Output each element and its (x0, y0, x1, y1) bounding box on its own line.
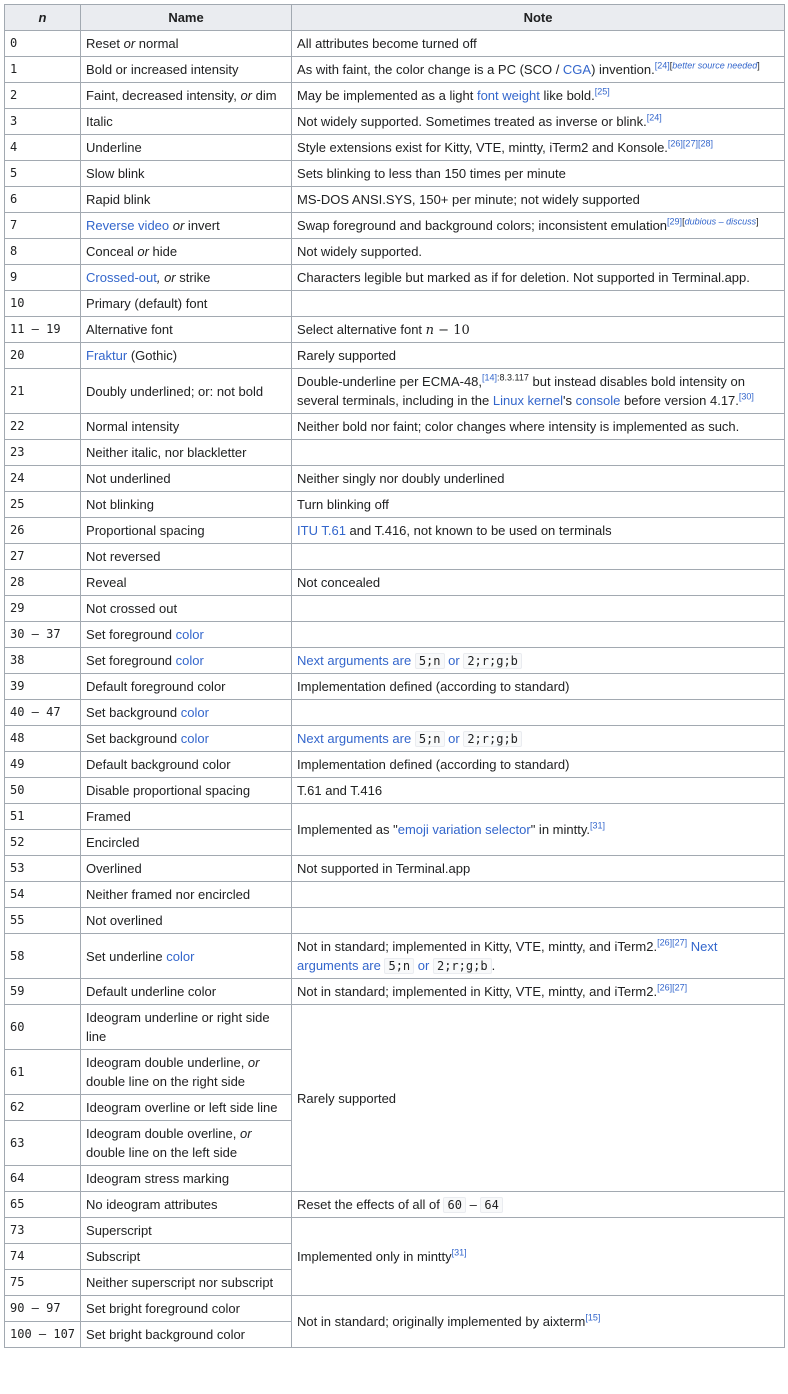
reference-link[interactable]: [14] (482, 372, 498, 383)
table-row (5, 492, 785, 518)
bracket: [ (669, 60, 673, 71)
table-row (5, 1296, 785, 1322)
note-text: Implemented as " (297, 822, 398, 837)
name-or: or (169, 218, 185, 233)
itu-t61-link[interactable]: ITU T.61 (297, 523, 346, 538)
color-link[interactable]: color (175, 627, 204, 642)
code-cell: 63 (5, 1121, 81, 1166)
reference-link[interactable]: [24] (646, 112, 662, 123)
note-cell (292, 544, 785, 570)
note-text: May be implemented as a light (297, 88, 477, 103)
name-text: Set underline (86, 948, 167, 964)
code-cell: 9 (5, 265, 81, 291)
code-cell: 3 (5, 109, 81, 135)
note-cell (292, 882, 785, 908)
table-row (5, 213, 785, 239)
note-cell (292, 1218, 785, 1296)
note-cell (292, 440, 785, 466)
name-cell (81, 934, 292, 979)
code-cell: 0 (5, 31, 81, 57)
table-row (5, 317, 785, 343)
note-text: Not in standard; originally implemented by aixterm (297, 1314, 586, 1329)
name-cell (81, 726, 292, 752)
name-text: Set foreground (86, 653, 176, 668)
name-text: double line on the right side (86, 1074, 246, 1089)
code-cell: 6 (5, 187, 81, 213)
next-arguments-link[interactable]: Next arguments are (297, 652, 412, 668)
name-cell: Italic (81, 109, 292, 135)
table-row (5, 57, 785, 83)
name-cell: Neither framed nor encircled (81, 882, 292, 908)
name-text: Faint, decreased intensity, (86, 88, 241, 103)
name-cell: Not underlined (81, 466, 292, 492)
table-row (5, 161, 785, 187)
code-cell: 30 – 37 (5, 622, 81, 648)
note-cell (292, 979, 785, 1005)
name-cell: Doubly underlined; or: not bold (81, 369, 292, 414)
name-cell (81, 622, 292, 648)
note-cell: T.61 and T.416 (292, 778, 785, 804)
bracket: ] (757, 60, 760, 71)
note-text: . (491, 957, 496, 973)
name-cell: Superscript (81, 1218, 292, 1244)
note-cell (292, 804, 785, 856)
color-link[interactable]: color (180, 705, 209, 720)
code-cell: 48 (5, 726, 81, 752)
note-text: Not widely supported. Sometimes treated as inverse or blink. (297, 114, 647, 129)
code-cell: 8 (5, 239, 81, 265)
math-variable: n (425, 322, 435, 338)
code-cell: 26 (5, 518, 81, 544)
note-cell: Not concealed (292, 570, 785, 596)
note-text: Reset the effects of all of (297, 1196, 444, 1212)
inline-code: 60 (443, 1197, 465, 1213)
note-cell: Not supported in Terminal.app (292, 856, 785, 882)
table-row (5, 518, 785, 544)
note-cell (292, 934, 785, 979)
note-cell (292, 1296, 785, 1348)
table-row (5, 135, 785, 161)
note-cell (292, 648, 785, 674)
name-text: invert (184, 218, 220, 233)
code-cell: 50 (5, 778, 81, 804)
name-or: or (240, 88, 252, 103)
table-row (5, 1005, 785, 1050)
color-link[interactable]: color (175, 653, 204, 668)
note-cell (292, 83, 785, 109)
note-text: but instead disables bold intensity on several terminals, including in the (297, 374, 745, 408)
reference-page: :8.3.117 (497, 372, 529, 383)
emoji-variation-selector-link[interactable]: emoji variation selector (397, 822, 531, 837)
name-text: Set background (86, 705, 181, 720)
name-cell: Framed (81, 804, 292, 830)
code-cell: 38 (5, 648, 81, 674)
reference-link[interactable]: [31] (589, 820, 605, 831)
note-cell (292, 518, 785, 544)
note-text: ) invention. (591, 62, 655, 77)
note-cell: Neither bold nor faint; color changes where intensity is implemented as such. (292, 414, 785, 440)
inline-code: 2;r;g;b (463, 653, 522, 669)
note-cell: Implementation defined (according to standard) (292, 674, 785, 700)
table-header-row (5, 5, 785, 31)
note-cell (292, 135, 785, 161)
note-text: " in mintty. (530, 822, 590, 837)
note-cell (292, 596, 785, 622)
font-weight-link[interactable]: font weight (476, 88, 540, 103)
or-link[interactable]: or (448, 652, 460, 668)
code-cell: 55 (5, 908, 81, 934)
code-cell: 4 (5, 135, 81, 161)
table-row (5, 648, 785, 674)
note-text: like bold. (539, 88, 595, 103)
dash: – (469, 1196, 477, 1212)
reference-link[interactable]: [26][27] (657, 937, 688, 948)
name-text: (Gothic) (127, 348, 178, 363)
column-header-n: n (5, 5, 81, 31)
bracket: [ (682, 216, 685, 227)
name-cell: Set bright foreground color (81, 1296, 292, 1322)
inline-code: 5;n (384, 958, 414, 974)
code-cell: 90 – 97 (5, 1296, 81, 1322)
code-cell: 60 (5, 1005, 81, 1050)
code-cell: 11 – 19 (5, 317, 81, 343)
code-cell: 28 (5, 570, 81, 596)
reference-link[interactable]: [26][27] (657, 982, 688, 993)
note-cell: MS-DOS ANSI.SYS, 150+ per minute; not widely supported (292, 187, 785, 213)
name-cell: Rapid blink (81, 187, 292, 213)
table-row (5, 265, 785, 291)
fix-tag (682, 217, 759, 227)
name-cell: Not reversed (81, 544, 292, 570)
note-text: Implemented only in mintty (297, 1249, 452, 1264)
note-cell: Sets blinking to less than 150 times per minute (292, 161, 785, 187)
table-row (5, 1192, 785, 1218)
name-cell: Neither superscript nor subscript (81, 1270, 292, 1296)
note-cell (292, 622, 785, 648)
name-text: Set background (86, 731, 181, 746)
name-cell: Underline (81, 135, 292, 161)
table-row (5, 466, 785, 492)
code-cell: 23 (5, 440, 81, 466)
note-cell: Implementation defined (according to standard) (292, 752, 785, 778)
inline-code: 5;n (415, 731, 445, 747)
code-cell: 61 (5, 1050, 81, 1095)
table-row (5, 752, 785, 778)
code-cell: 39 (5, 674, 81, 700)
or-link[interactable]: or (448, 730, 460, 746)
note-cell (292, 908, 785, 934)
table-row (5, 700, 785, 726)
code-cell: 54 (5, 882, 81, 908)
name-or: or (137, 244, 149, 259)
code-cell: 25 (5, 492, 81, 518)
fraktur-link[interactable]: Fraktur (86, 348, 128, 363)
name-cell: Default underline color (81, 979, 292, 1005)
code-cell: 49 (5, 752, 81, 778)
name-cell: Ideogram stress marking (81, 1166, 292, 1192)
column-header-note: Note (292, 5, 785, 31)
linux-kernel-link[interactable]: Linux kernel (492, 393, 563, 408)
code-cell: 73 (5, 1218, 81, 1244)
dubious-discuss-link[interactable]: dubious – discuss (684, 216, 757, 227)
reference-link[interactable]: [31] (451, 1247, 467, 1258)
table-row (5, 726, 785, 752)
name-cell: Set bright background color (81, 1322, 292, 1348)
name-cell: Not crossed out (81, 596, 292, 622)
code-cell: 64 (5, 1166, 81, 1192)
name-text: Set foreground (86, 627, 176, 642)
note-text: Not in standard; implemented in Kitty, VTE, mintty, and iTerm2. (297, 938, 658, 954)
code-cell: 1 (5, 57, 81, 83)
name-cell (81, 1050, 292, 1095)
name-cell: Ideogram overline or left side line (81, 1095, 292, 1121)
code-cell: 20 (5, 343, 81, 369)
note-text: and T.416, not known to be used on terminals (345, 523, 612, 538)
column-header-name: Name (81, 5, 292, 31)
name-cell (81, 31, 292, 57)
name-or: , or (156, 270, 176, 285)
note-cell: Rarely supported (292, 343, 785, 369)
table-row (5, 570, 785, 596)
note-cell (292, 369, 785, 414)
code-cell: 51 (5, 804, 81, 830)
next-arguments-link[interactable]: Next arguments are (297, 730, 412, 746)
name-cell: Subscript (81, 1244, 292, 1270)
table-row (5, 804, 785, 830)
table-row (5, 596, 785, 622)
table-row (5, 440, 785, 466)
name-text: dim (252, 88, 277, 103)
code-cell: 75 (5, 1270, 81, 1296)
code-cell: 10 (5, 291, 81, 317)
name-cell: Not blinking (81, 492, 292, 518)
code-cell: 40 – 47 (5, 700, 81, 726)
name-cell (81, 239, 292, 265)
name-cell: Default background color (81, 752, 292, 778)
note-cell (292, 700, 785, 726)
reference-link[interactable]: [25] (594, 86, 610, 97)
table-row (5, 622, 785, 648)
reverse-video-link[interactable]: Reverse video (86, 218, 170, 233)
better-source-link[interactable]: better source needed (672, 60, 758, 71)
name-cell (81, 648, 292, 674)
name-cell: Bold or increased intensity (81, 57, 292, 83)
inline-code: 64 (480, 1197, 502, 1213)
code-cell: 2 (5, 83, 81, 109)
table-row (5, 979, 785, 1005)
inline-code: 5;n (415, 653, 445, 669)
or-link[interactable]: or (417, 957, 430, 973)
code-cell: 21 (5, 369, 81, 414)
inline-code: 2;r;g;b (463, 731, 522, 747)
math-expression: − 10 (434, 322, 470, 338)
note-cell (292, 317, 785, 343)
code-cell: 52 (5, 830, 81, 856)
name-text: Ideogram double underline, (86, 1055, 248, 1070)
note-cell (292, 57, 785, 83)
note-cell: All attributes become turned off (292, 31, 785, 57)
name-cell: Slow blink (81, 161, 292, 187)
note-cell: Turn blinking off (292, 492, 785, 518)
name-cell: Proportional spacing (81, 518, 292, 544)
color-link[interactable]: color (180, 731, 209, 746)
reference-link[interactable]: [24] (654, 60, 670, 71)
name-text: normal (135, 36, 179, 51)
name-cell (81, 700, 292, 726)
code-cell: 27 (5, 544, 81, 570)
reference-link[interactable]: [15] (585, 1312, 601, 1323)
name-cell: Disable proportional spacing (81, 778, 292, 804)
cga-link[interactable]: CGA (562, 62, 592, 77)
name-text: double line on the left side (86, 1145, 238, 1160)
note-cell (292, 1192, 785, 1218)
note-text: 's (562, 393, 576, 408)
name-or: or (123, 36, 136, 51)
bracket: ] (756, 216, 759, 227)
table-row (5, 882, 785, 908)
code-cell: 58 (5, 934, 81, 979)
name-cell: Neither italic, nor blackletter (81, 440, 292, 466)
name-cell: Default foreground color (81, 674, 292, 700)
name-cell: Overlined (81, 856, 292, 882)
fix-tag (670, 61, 760, 71)
name-or: or (247, 1055, 260, 1070)
crossed-out-link[interactable]: Crossed-out (86, 270, 157, 285)
reference-link[interactable]: [29] (667, 216, 683, 227)
next-arguments-link[interactable]: Next arguments are (297, 938, 718, 973)
code-cell: 62 (5, 1095, 81, 1121)
note-cell (292, 726, 785, 752)
note-cell (292, 109, 785, 135)
note-text: As with faint, the color change is a PC (SCO / (297, 62, 563, 77)
table-row (5, 343, 785, 369)
name-cell (81, 1121, 292, 1166)
name-cell: Reveal (81, 570, 292, 596)
note-cell: Characters legible but marked as if for deletion. Not supported in Terminal.app. (292, 265, 785, 291)
note-text: before version 4.17. (620, 393, 739, 408)
name-cell: Not overlined (81, 908, 292, 934)
name-cell (81, 265, 292, 291)
table-row (5, 369, 785, 414)
table-row (5, 31, 785, 57)
code-cell: 65 (5, 1192, 81, 1218)
name-cell (81, 213, 292, 239)
name-cell: Normal intensity (81, 414, 292, 440)
name-cell: Encircled (81, 830, 292, 856)
table-row (5, 239, 785, 265)
name-text: strike (175, 270, 211, 285)
note-text: Swap foreground and background colors; inconsistent emulation (297, 218, 668, 233)
note-cell (292, 291, 785, 317)
note-text: Double-underline per ECMA-48, (297, 374, 483, 389)
code-cell: 59 (5, 979, 81, 1005)
note-cell: Rarely supported (292, 1005, 785, 1192)
table-row (5, 908, 785, 934)
note-text: Not in standard; implemented in Kitty, VTE, mintty, and iTerm2. (297, 984, 658, 999)
table-row (5, 187, 785, 213)
table-row (5, 856, 785, 882)
table-row (5, 1218, 785, 1244)
name-cell (81, 343, 292, 369)
name-text: hide (148, 244, 178, 259)
table-row (5, 83, 785, 109)
table-row (5, 778, 785, 804)
inline-code: 2;r;g;b (433, 958, 492, 974)
console-link[interactable]: console (575, 393, 621, 408)
table-row (5, 674, 785, 700)
name-cell (81, 83, 292, 109)
code-cell: 53 (5, 856, 81, 882)
code-cell: 5 (5, 161, 81, 187)
code-cell: 22 (5, 414, 81, 440)
note-cell: Neither singly nor doubly underlined (292, 466, 785, 492)
sgr-parameters-table (4, 4, 785, 1348)
table-row (5, 109, 785, 135)
note-cell (292, 213, 785, 239)
code-cell: 74 (5, 1244, 81, 1270)
reference-link[interactable]: [30] (738, 391, 754, 402)
code-cell: 29 (5, 596, 81, 622)
color-link[interactable]: color (166, 948, 195, 964)
note-text: Style extensions exist for Kitty, VTE, mintty, iTerm2 and Konsole. (297, 140, 668, 155)
code-cell: 7 (5, 213, 81, 239)
table-row (5, 414, 785, 440)
note-text: Select alternative font (297, 321, 426, 337)
table-row (5, 291, 785, 317)
name-cell: Primary (default) font (81, 291, 292, 317)
code-cell: 100 – 107 (5, 1322, 81, 1348)
name-text: Ideogram double overline, (86, 1126, 240, 1141)
name-cell: Alternative font (81, 317, 292, 343)
name-or: or (239, 1126, 252, 1141)
name-cell: No ideogram attributes (81, 1192, 292, 1218)
reference-link[interactable]: [26][27][28] (667, 138, 713, 149)
name-cell: Ideogram underline or right side line (81, 1005, 292, 1050)
name-text: Conceal (86, 244, 138, 259)
note-cell: Not widely supported. (292, 239, 785, 265)
table-row (5, 544, 785, 570)
table-row (5, 934, 785, 979)
code-cell: 24 (5, 466, 81, 492)
name-text: Reset (86, 36, 124, 51)
